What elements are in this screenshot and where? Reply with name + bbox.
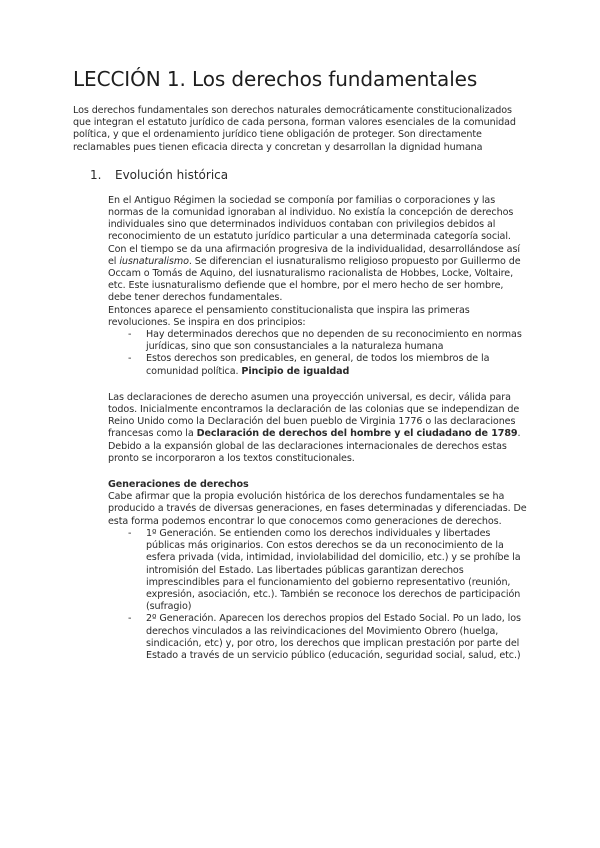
lesson-title: LECCIÓN 1. Los derechos fundamentales [73, 67, 478, 91]
generations-intro: Cabe afirmar que la propia evolución histórica de los derechos fundamentales se ha producido a través de diversas generaciones, en fases determinadas y diferenciadas. De esta forma podemos encontrar lo que conocemos como generaciones de derechos. [108, 491, 527, 527]
list-item: - 1º Generación. Se entienden como los derechos individuales y libertades públicas más originarios. Con estos derechos se da un reconocimiento de la esfera privada (vida, intimidad, inviolabilidad del domicilio, etc.) y se prohíbe la intromisión del Estado. Las libertades públicas garantizan derechos imprescindibles para el funcionamiento del gobierno representativo (reunión, expresión, asociación, etc.). También se reconoce los derechos de participación (sufragio) [128, 528, 528, 613]
intro-paragraph: Los derechos fundamentales son derechos naturales democráticamente constitucionalizados que integran el estatuto jurídico de cada persona, forman valores esenciales de la comunidad política, y que el ordenamiento jurídico tiene obligación de proteger. Son directamente reclamables pues tienen eficacia directa y concretan y desarrollan la dignidad humana [73, 105, 516, 153]
list-item-text: Estos derechos son predicables, en general, de todos los miembros de la comunidad política. [146, 353, 490, 377]
generations-heading: Generaciones de derechos [108, 479, 249, 491]
section-body [108, 195, 528, 662]
list-item [128, 353, 528, 377]
paragraph-declaraciones-text-1: Las declaraciones de derecho asumen una proyección universal, es decir, válida para todos. Inicialmente encontramos la declaración de las colonias que se independizan de Reino Unido como la Declaración del buen pueblo de Virginia 1776 o las declaraciones francesas como la [108, 391, 520, 440]
paragraph-declaraciones [108, 392, 528, 465]
paragraph-iusnaturalismo-text-1: Con el tiempo se da una afirmación progresiva de la individualidad, desarrollándose así el [108, 243, 520, 267]
paragraph-iusnaturalismo [108, 244, 528, 305]
section-title: Evolución histórica [115, 167, 229, 182]
paragraph-constitucionalismo: Entonces aparece el pensamiento constitucionalista que inspira las primeras revoluciones. Se inspira en dos principios: [108, 304, 470, 328]
paragraph-iusnaturalismo-text-2: . Se diferencian el iusnaturalismo religioso propuesto por Guillermo de Occam o Tomás de Aquino, del iusnaturalismo racionalista de Hobbes, Locke, Voltaire, etc. Este iusnaturalismo defiende que el hombre, por el mero hecho de ser hombre, debe tener derechos fundamentales. [108, 255, 521, 304]
igualdad-principle: Pincipio de igualdad [241, 365, 350, 377]
section-heading [90, 168, 528, 183]
section-number: 1. [90, 167, 102, 182]
paragraph-antiguo-regimen: En el Antiguo Régimen la sociedad se componía por familias o corporaciones y las normas de la comunidad ignoraban al individuo. No existía la concepción de derechos individuales sino que determinados individuos contaban con privilegios debidos al reconocimiento de un estatuto jurídico particular a una determinada categoría social. [108, 194, 514, 243]
paragraph-declaraciones-text-2: . Debido a la expansión global de las declaraciones internacionales de derechos estas pronto se incorporaron a los textos constitucionales. [108, 428, 521, 464]
iusnaturalismo-term: iusnaturalismo [119, 255, 189, 267]
declaracion-1789: Declaración de derechos del hombre y el ciudadano de 1789 [196, 428, 518, 440]
list-item: - 2º Generación. Aparecen los derechos propios del Estado Social. Po un lado, los derechos vinculados a las reivindicaciones del Movimiento Obrero (huelga, sindicación, etc) y, por otro, los derechos que implican prestación por parte del Estado a través de un servicio público (educación, seguridad social, salud, etc.) [128, 613, 528, 662]
principles-list [128, 329, 528, 378]
list-item: - Hay determinados derechos que no dependen de su reconocimiento en normas jurídicas, sino que son consustanciales a la naturaleza humana [128, 329, 528, 353]
generations-list [128, 528, 528, 662]
